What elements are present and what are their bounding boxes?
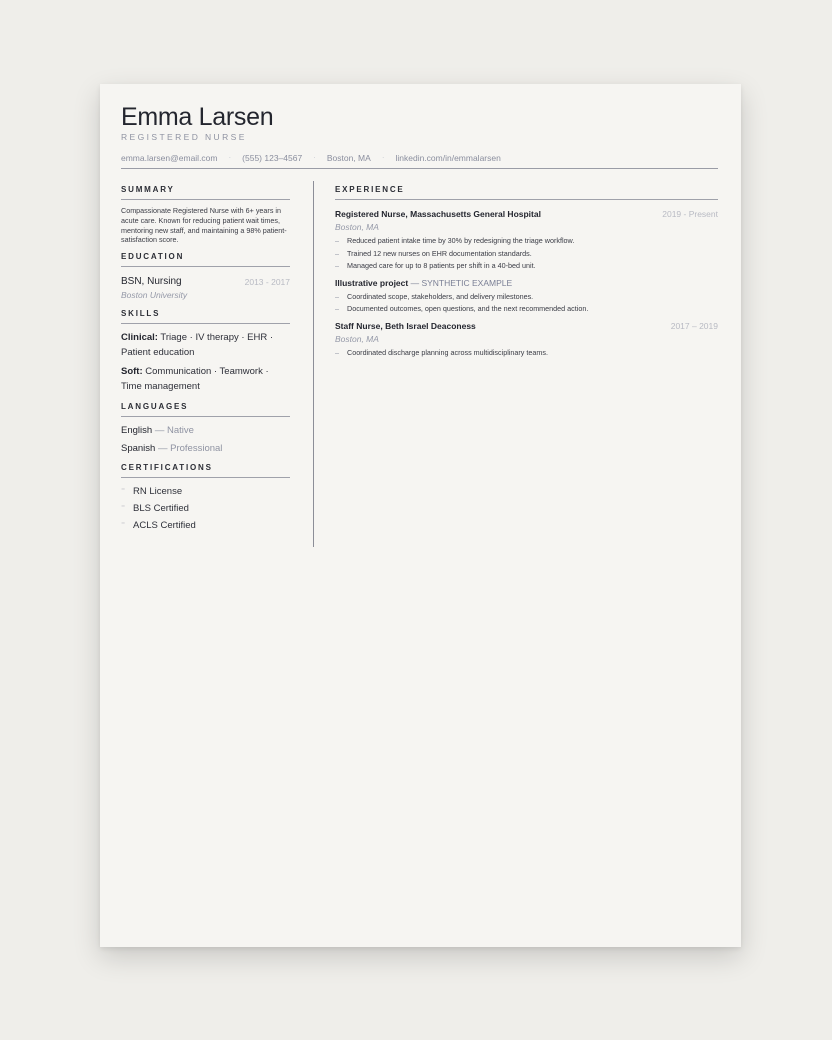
job-bullet — [335, 291, 718, 304]
skills-section — [121, 309, 290, 394]
education-degree: BSN, Nursing — [121, 276, 182, 288]
contact-separator: · — [313, 153, 316, 162]
language-name: English — [121, 425, 153, 437]
languages-section — [121, 402, 290, 455]
job-title: Registered Nurse, Massachusetts General Hospital — [335, 209, 541, 219]
section-divider — [121, 199, 290, 200]
left-column — [121, 185, 290, 536]
job-title: Staff Nurse, Beth Israel Deaconess — [335, 320, 476, 331]
section-divider — [121, 477, 290, 478]
job-bullet — [335, 260, 718, 273]
job-bullet — [335, 347, 718, 360]
job-title-wrap — [335, 278, 512, 289]
section-divider — [121, 266, 290, 267]
bullet-dash: – — [335, 291, 339, 301]
skills-clinical — [121, 330, 290, 360]
certification-item — [121, 520, 290, 532]
bullet-text: Trained 12 new nurses on EHR documentation standards. — [347, 248, 532, 258]
section-divider — [121, 323, 290, 324]
contact-phone: (555) 123–4567 — [242, 153, 303, 163]
contact-line — [121, 152, 718, 164]
section-title-education: EDUCATION — [121, 252, 185, 262]
skills-soft-items: Communication · Teamwork · Time management — [121, 366, 269, 393]
education-entry — [121, 276, 290, 288]
contact-email[interactable]: emma.larsen@email.com — [121, 153, 218, 163]
bullet-text: Coordinated discharge planning across multidisciplinary teams. — [347, 347, 548, 357]
language-item — [121, 425, 290, 437]
contact-location: Boston, MA — [326, 153, 371, 163]
bullet-dash: – — [335, 261, 339, 270]
job-entry — [335, 321, 718, 360]
job-heading — [335, 321, 718, 332]
job-title: Illustrative project — [335, 277, 409, 288]
certification-item — [121, 503, 290, 515]
bullet-tick: ⁻ — [121, 486, 126, 496]
education-years: 2013 - 2017 — [244, 277, 290, 288]
certification-label: ACLS Certified — [133, 519, 196, 531]
job-dates: 2017 – 2019 — [670, 320, 718, 331]
candidate-name: Emma Larsen — [121, 103, 274, 131]
language-item — [121, 443, 290, 455]
bullet-text: Managed care for up to 8 patients per shift in a 40-bed unit. — [347, 261, 536, 270]
job-entry — [335, 209, 718, 273]
skills-soft — [121, 364, 290, 394]
certification-item — [121, 486, 290, 498]
job-bullets — [335, 235, 718, 273]
contact-separator: · — [381, 153, 385, 162]
job-bullet — [335, 248, 718, 261]
bullet-tick: ⁻ — [121, 502, 126, 512]
job-location: Boston, MA — [335, 222, 379, 232]
job-bullet — [335, 235, 718, 248]
job-bullet — [335, 303, 718, 316]
job-tag: — SYNTHETIC EXAMPLE — [410, 277, 513, 288]
job-heading — [335, 209, 718, 220]
certification-label: RN License — [133, 486, 183, 498]
certifications-section — [121, 463, 290, 531]
section-title-experience: EXPERIENCE — [335, 185, 405, 194]
education-school: Boston University — [121, 290, 188, 301]
job-entry — [335, 278, 718, 316]
job-location: Boston, MA — [335, 333, 379, 344]
bullet-text: Documented outcomes, open questions, and the next recommended action. — [347, 304, 589, 313]
skills-clinical-label: Clinical: — [121, 332, 158, 344]
bullet-tick: ⁻ — [121, 519, 126, 529]
education-section — [121, 252, 290, 301]
language-level: — Native — [154, 425, 194, 437]
certification-label: BLS Certified — [133, 502, 189, 514]
bullet-text: Coordinated scope, stakeholders, and delivery milestones. — [347, 291, 534, 301]
job-bullets — [335, 291, 718, 316]
header-divider — [121, 168, 718, 169]
right-column — [335, 185, 718, 359]
bullet-dash: – — [335, 236, 339, 245]
contact-linkedin[interactable]: linkedin.com/in/emmalarsen — [395, 153, 501, 163]
job-bullets — [335, 347, 718, 360]
summary-section — [121, 185, 290, 245]
job-heading — [335, 278, 718, 289]
resume-header — [121, 102, 718, 164]
job-dates: 2019 - Present — [662, 209, 718, 219]
language-level: — Professional — [157, 443, 223, 455]
skills-soft-label: Soft: — [121, 366, 143, 378]
bullet-text: Reduced patient intake time by 30% by redesigning the triage workflow. — [347, 236, 575, 245]
contact-separator: · — [228, 153, 232, 162]
section-title-summary: SUMMARY — [121, 185, 175, 194]
section-title-skills: SKILLS — [121, 309, 161, 319]
section-title-languages: LANGUAGES — [121, 402, 189, 412]
section-title-certifications: CERTIFICATIONS — [121, 463, 213, 473]
summary-text: Compassionate Registered Nurse with 6+ years in acute care. Known for reducing patient wait times, mentoring new staff, and maintaining a 98% patient-satisfaction score. — [121, 206, 287, 245]
bullet-dash: – — [335, 347, 339, 357]
column-divider — [313, 181, 314, 547]
section-divider — [335, 199, 718, 200]
bullet-dash: – — [335, 248, 339, 258]
bullet-dash: – — [335, 304, 339, 313]
skills-clinical-items: Triage · IV therapy · EHR · Patient education — [121, 332, 274, 359]
candidate-role: REGISTERED NURSE — [121, 132, 247, 142]
language-name: Spanish — [121, 443, 156, 455]
resume-page — [100, 84, 741, 947]
section-divider — [121, 416, 290, 417]
